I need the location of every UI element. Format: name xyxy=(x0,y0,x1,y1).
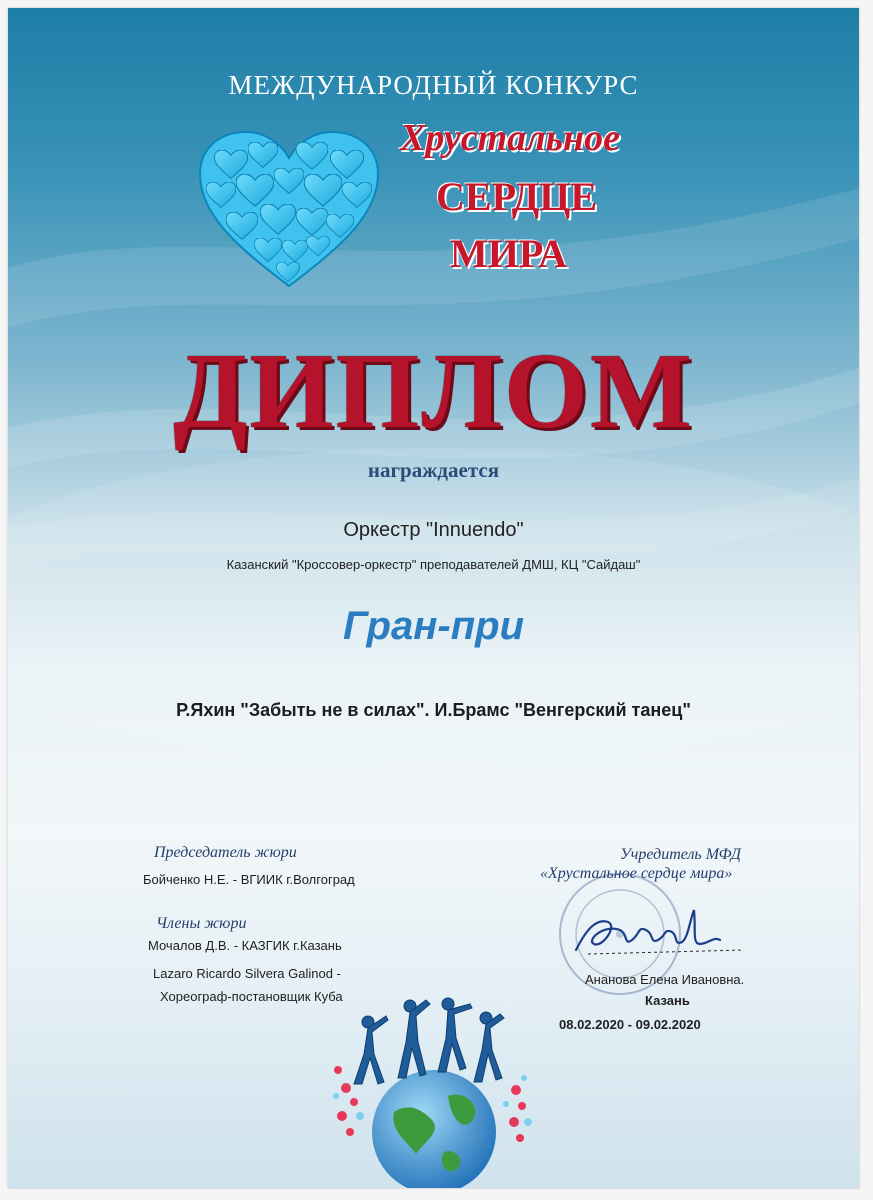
jury-chair-label: Председатель жюри xyxy=(154,844,297,861)
contest-title-line1: Хрустальное xyxy=(400,117,620,159)
jury-chair-name: Бойченко Н.Е. - ВГИИК г.Волгоград xyxy=(143,872,355,887)
repertoire-text: Р.Яхин "Забыть не в силах". И.Брамс "Венгерский танец" xyxy=(176,700,691,720)
globe-dancers-icon xyxy=(324,992,540,1188)
recipient-subtitle: Казанский "Кроссовер-оркестр" преподавателей ДМШ, КЦ "Сайдаш" xyxy=(226,557,641,572)
awarded-label: награждается xyxy=(367,458,500,482)
recipient-name: Оркестр "Innuendo" xyxy=(343,519,524,541)
event-dates: 08.02.2020 - 09.02.2020 xyxy=(559,1017,701,1032)
jury-member-2-role: Хореограф-постановщик Куба xyxy=(160,989,343,1004)
document-title: ДИПЛОМ xyxy=(173,332,694,451)
jury-member-1: Мочалов Д.В. - КАЗГИК г.Казань xyxy=(148,938,342,953)
jury-member-2-name: Lazaro Ricardo Silvera Galinod - xyxy=(153,966,341,981)
founder-organization: «Хрустальное сердце мира» xyxy=(540,865,733,882)
prize-title: Гран-при xyxy=(342,604,524,648)
contest-title-line3: МИРА xyxy=(450,231,568,276)
contest-kicker: МЕЖДУНАРОДНЫЙ КОНКУРС xyxy=(228,70,639,100)
contest-title-line2: СЕРДЦЕ xyxy=(436,174,598,219)
event-city: Казань xyxy=(645,993,690,1008)
signature-icon xyxy=(568,900,746,962)
crystal-heart-icon xyxy=(196,128,382,290)
founder-name: Ананова Елена Ивановна. xyxy=(585,972,745,987)
jury-members-label: Члены жюри xyxy=(156,915,247,932)
diploma-sheet xyxy=(8,8,859,1188)
founder-label: Учредитель МФД xyxy=(620,846,741,863)
